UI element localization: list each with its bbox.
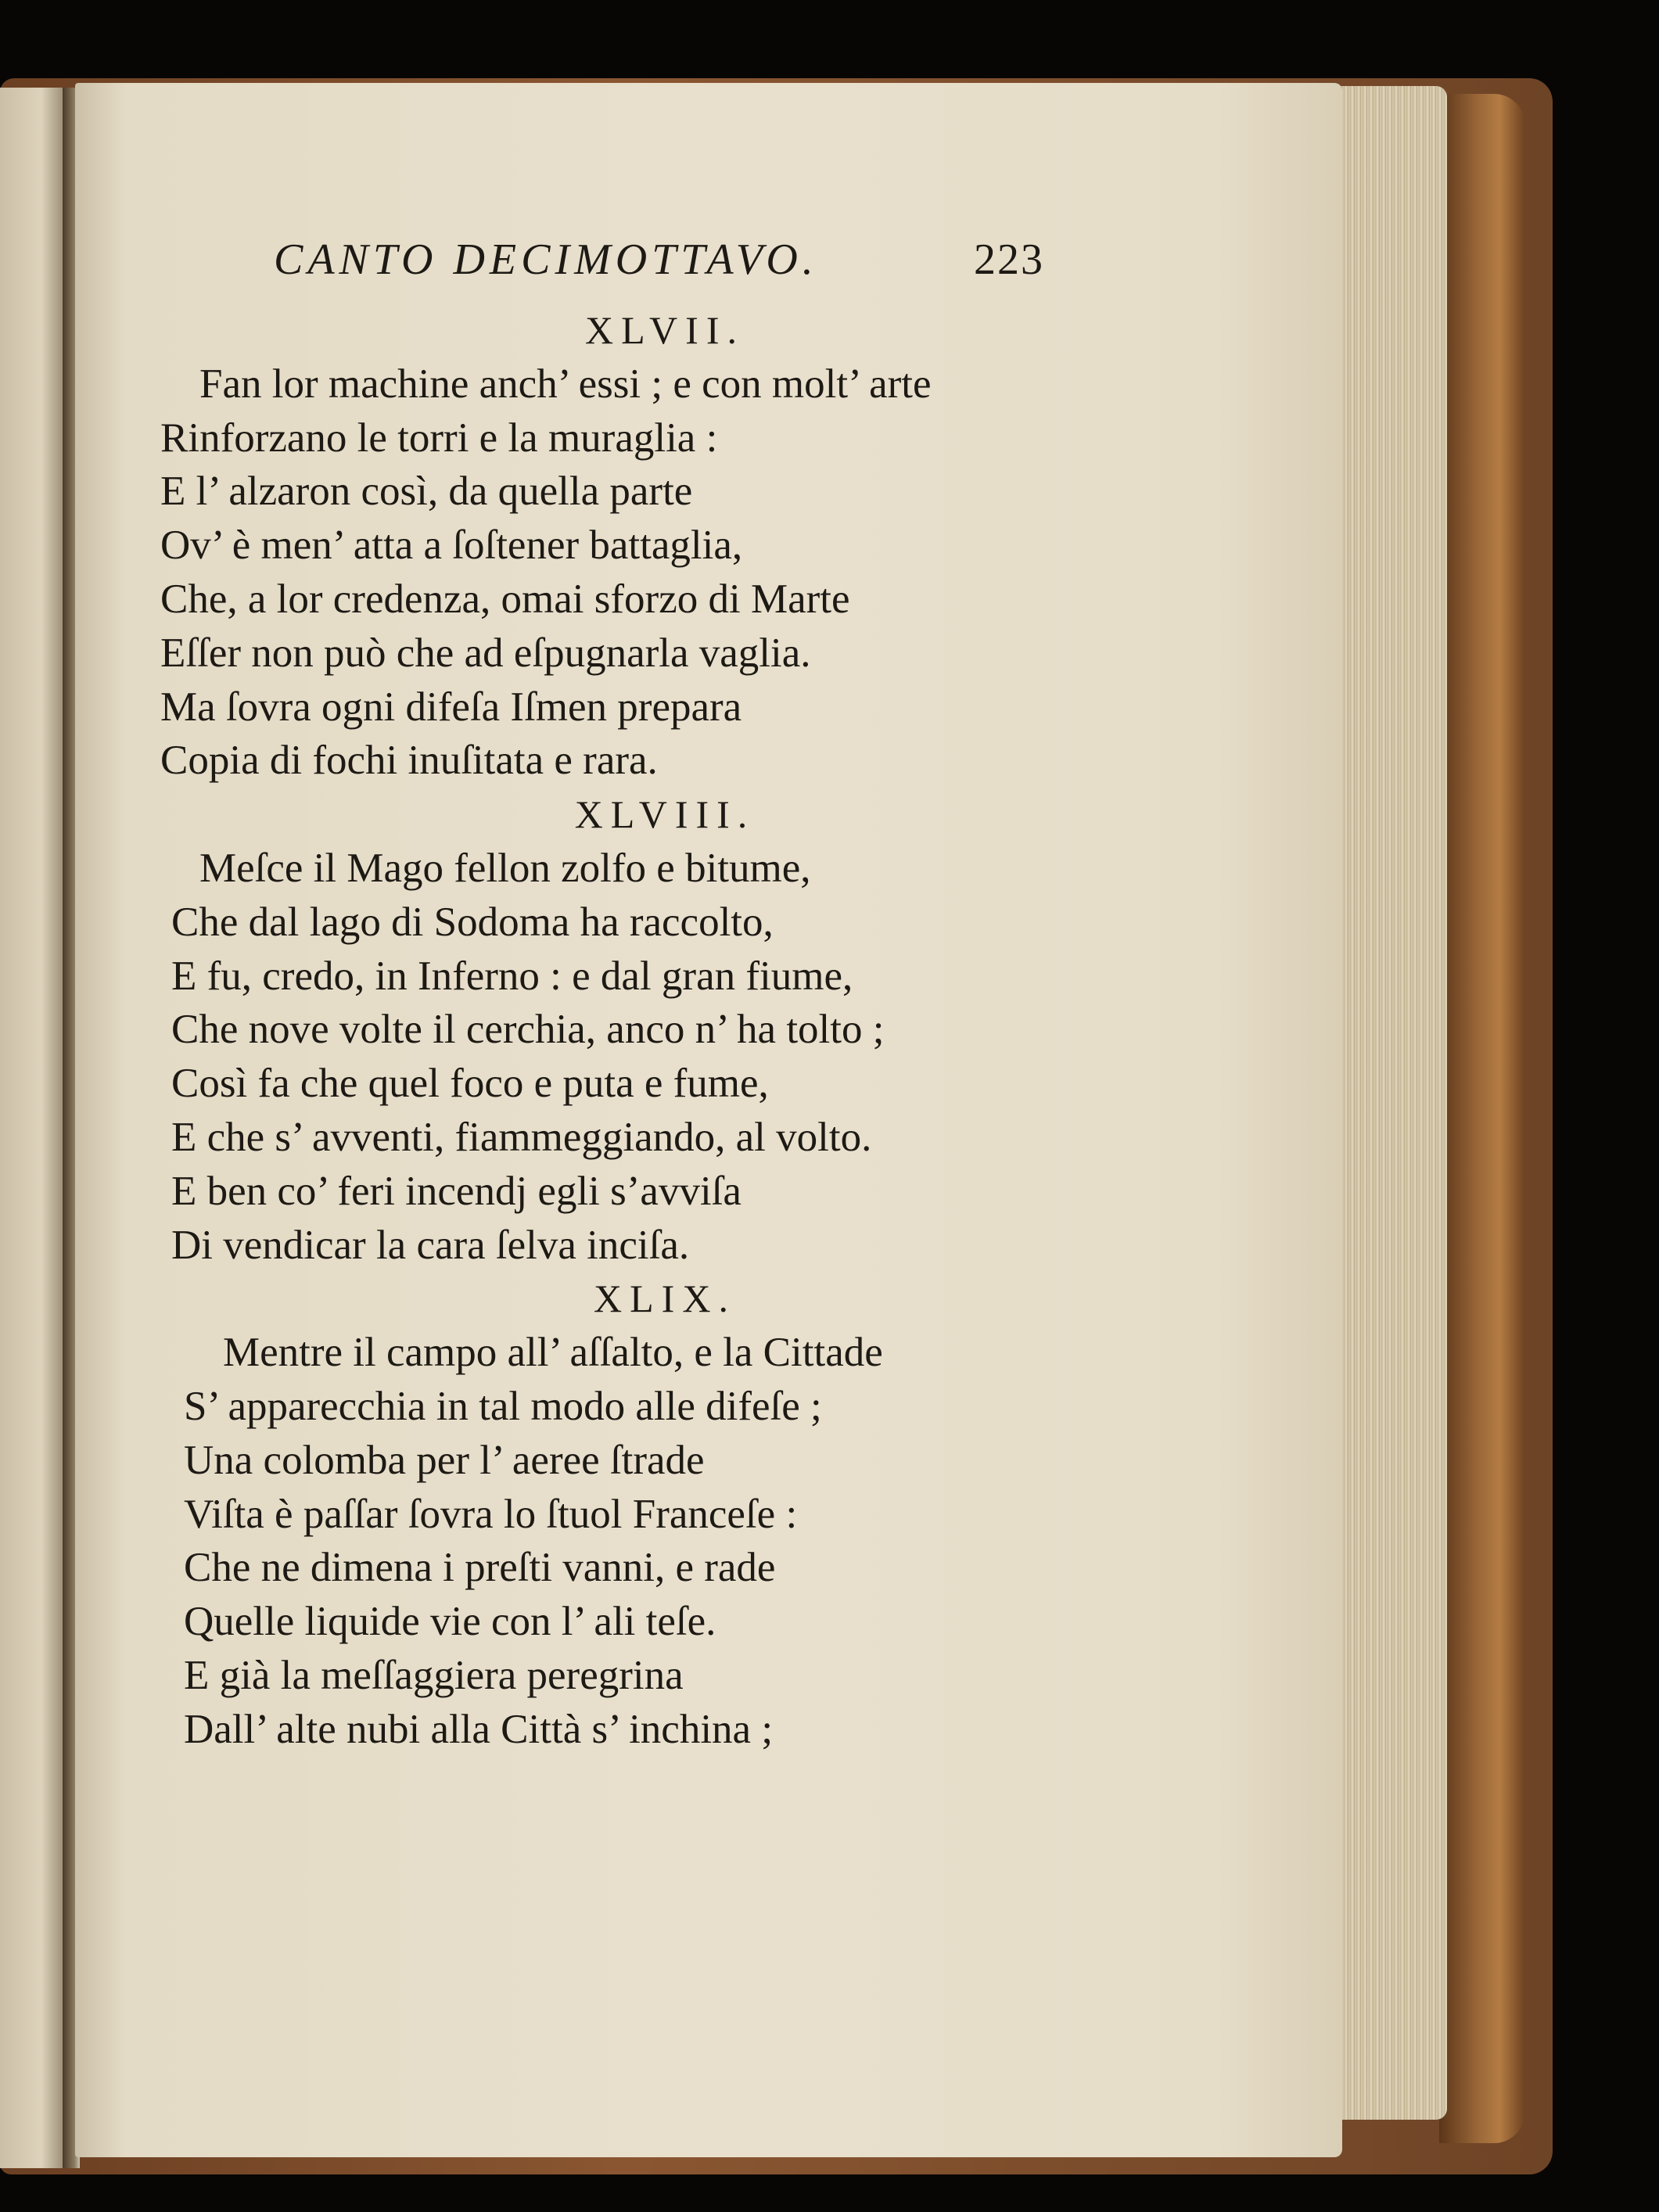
verse-line: Quelle liquide vie con l’ ali teſe. xyxy=(184,1599,716,1645)
page-number: 223 xyxy=(974,235,1044,284)
verse-line: Che nove volte il cerchia, anco n’ ha tolto ; xyxy=(171,1007,885,1053)
verse-line: Così fa che quel foco e puta e fume, xyxy=(171,1061,769,1107)
verse-line: Che, a lor credenza, omai sforzo di Marte xyxy=(160,576,850,622)
page-header xyxy=(274,235,1056,297)
verse-line: E l’ alzaron così, da quella parte xyxy=(160,469,693,515)
verse-line: Dall’ alte nubi alla Città s’ inchina ; xyxy=(184,1706,774,1752)
page-edges xyxy=(1330,86,1447,2120)
verse-line: Fan lor machine anch’ essi ; e con molt’ arte xyxy=(199,361,932,407)
stanza xyxy=(160,303,1068,788)
left-page xyxy=(0,88,69,2168)
stanza-number: XLIX. xyxy=(594,1277,736,1321)
verse-line: Che ne dimena i preſti vanni, e rade xyxy=(184,1545,776,1591)
verse-line: E già la meſſaggiera peregrina xyxy=(184,1652,684,1698)
poem-text xyxy=(160,303,1068,1757)
verse-line: Copia di fochi inuſitata e rara. xyxy=(160,738,658,784)
running-title: CANTO DECIMOTTAVO. xyxy=(274,235,818,284)
verse-line: Meſce il Mago fellon zolfo e bitume, xyxy=(199,845,811,891)
verse-line: Eſſer non può che ad eſpugnarla vaglia. xyxy=(160,630,811,676)
stanza-number: XLVIII. xyxy=(574,792,756,837)
verse-line: Di vendicar la cara ſelva inciſa. xyxy=(171,1222,690,1268)
stanza xyxy=(160,1272,1068,1756)
verse-line: Che dal lago di Sodoma ha raccolto, xyxy=(171,899,774,945)
verse-line: Ov’ è men’ atta a ſoſtener battaglia, xyxy=(160,522,743,569)
stanza xyxy=(160,788,1068,1272)
verse-line: Ma ſovra ogni difeſa Iſmen prepara xyxy=(160,684,742,730)
stanza-number: XLVII. xyxy=(585,308,745,352)
verse-line: E che s’ avventi, fiammeggiando, al volto. xyxy=(171,1114,872,1160)
verse-line: Una colomba per l’ aeree ſtrade xyxy=(184,1437,705,1483)
verse-line: S’ apparecchia in tal modo alle difeſe ; xyxy=(184,1383,822,1429)
verse-line: E ben co’ feri incendj egli s’avviſa xyxy=(171,1168,742,1214)
verse-line: Rinforzano le torri e la muraglia : xyxy=(160,415,718,461)
cover-edge xyxy=(1439,94,1525,2143)
verse-line: E fu, credo, in Inferno : e dal gran fiume, xyxy=(171,953,853,999)
verse-line: Viſta è paſſar ſovra lo ſtuol Franceſe : xyxy=(184,1491,798,1537)
verse-line: Mentre il campo all’ aſſalto, e la Cittade xyxy=(223,1330,883,1376)
